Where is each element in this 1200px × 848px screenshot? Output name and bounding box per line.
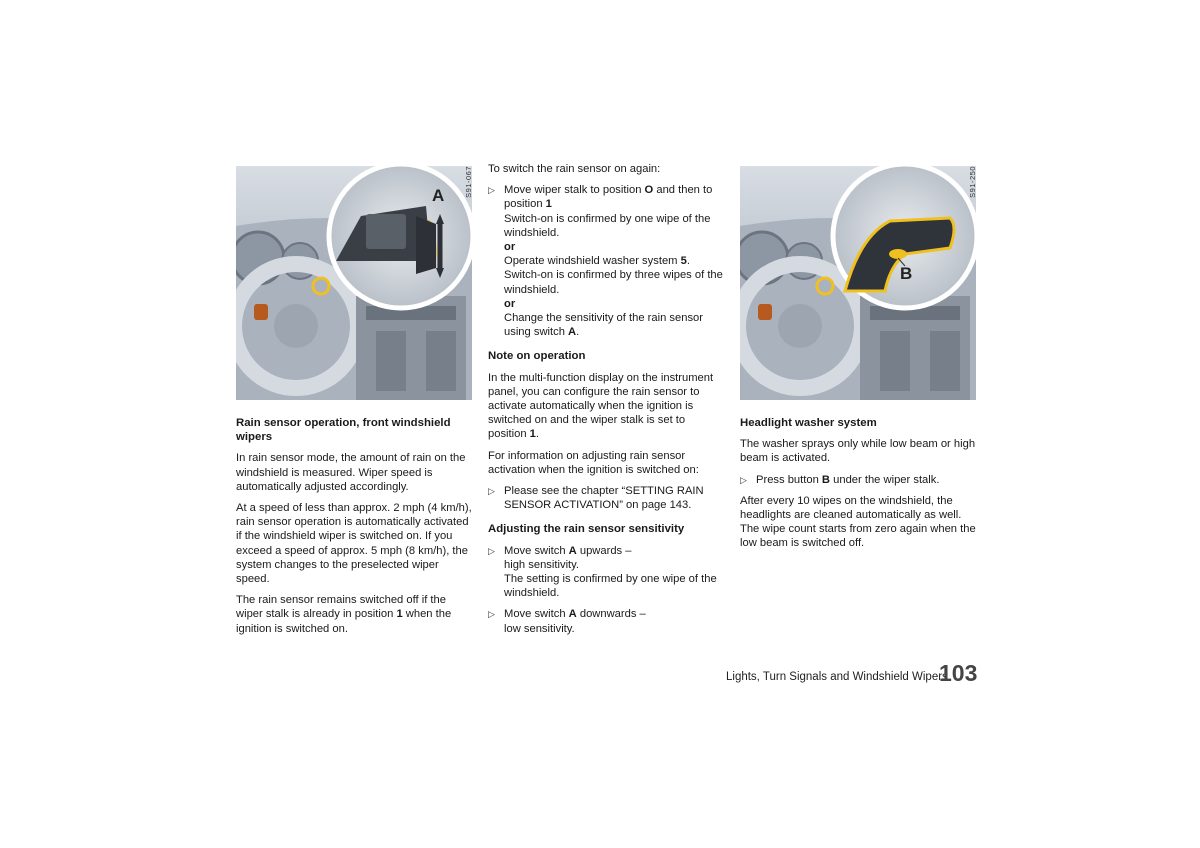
paragraph-wipe-count: After every 10 wipes on the windshield, the headlights are cleaned automatically as well. The wipe count starts from zero again when the low beam is switched off. [740, 494, 976, 550]
paragraph-speed-threshold: At a speed of less than approx. 2 mph (4 km/h), rain sensor operation is automatically activated if the windshield wiper is switched on. If you exceed a speed of approx. 5 mph (8 km/h), the system changes to the preselected wiper speed. [236, 502, 472, 586]
step-switch-on: ▷ Move wiper stalk to position O and then to position 1 Switch-on is confirmed by one wipe of the windshield. or Operate windshield washer system 5. Switch-on is confirmed by three wipes of the windshield. or Change the sensitivity of the rain sensor using switch A. [488, 184, 723, 339]
figure-code-1: S91-067 [464, 166, 473, 198]
car-interior-illustration [740, 166, 976, 400]
paragraph-multi-function-display: In the multi-function display on the instrument panel, you can configure the rain sensor to activate automatically when the ignition is switched on and the wiper stalk is set to position 1. [488, 371, 714, 441]
triangle-bullet-icon: ▷ [488, 486, 495, 497]
paragraph-switch-on-again: To switch the rain sensor on again: [488, 163, 661, 175]
step-see-chapter: ▷ Please see the chapter “SETTING RAIN SENSOR ACTIVATION” on page 143. [488, 485, 704, 512]
heading-note-on-operation: Note on operation [488, 350, 586, 363]
triangle-bullet-icon: ▷ [740, 474, 747, 485]
step-press-button-b: ▷ Press button B under the wiper stalk. [740, 473, 940, 486]
triangle-bullet-icon: ▷ [488, 609, 495, 620]
figure-wiper-stalk-switch-a [236, 166, 472, 400]
section-title: Lights, Turn Signals and Windshield Wipers [726, 671, 948, 683]
figure-wiper-stalk-button-b [740, 166, 976, 400]
column-3 [740, 416, 976, 558]
triangle-bullet-icon: ▷ [488, 545, 495, 556]
heading-headlight-washer: Headlight washer system [740, 417, 877, 429]
paragraph-adjusting-info: For information on adjusting rain sensor activation when the ignition is switched on: [488, 449, 699, 476]
page-number: 103 [939, 660, 978, 686]
step-move-downwards: ▷ Move switch A downwards – low sensitivity. [488, 608, 646, 635]
triangle-bullet-icon: ▷ [488, 185, 495, 196]
paragraph-washer-sprays: The washer sprays only while low beam or high beam is activated. [740, 438, 976, 465]
callout-letter-b: B [900, 264, 913, 283]
heading-rain-sensor-operation: Rain sensor operation, front windshield wipers [236, 417, 451, 444]
heading-adjusting-sensitivity: Adjusting the rain sensor sensitivity [488, 523, 685, 536]
figure-code-2: S91-250 [968, 166, 977, 198]
column-1 [236, 416, 472, 643]
column-2 [488, 162, 724, 643]
paragraph-sensor-off: The rain sensor remains switched off if the wiper stalk is already in position 1 when the ignition is switched on. [236, 594, 452, 635]
paragraph-rain-mode: In rain sensor mode, the amount of rain on the windshield is measured. Wiper speed is automatically adjusted accordingly. [236, 452, 466, 493]
step-move-upwards: ▷ Move switch A upwards – high sensitivity. The setting is confirmed by one wipe of the windshield. [488, 544, 717, 600]
callout-letter-a: A [432, 186, 445, 205]
